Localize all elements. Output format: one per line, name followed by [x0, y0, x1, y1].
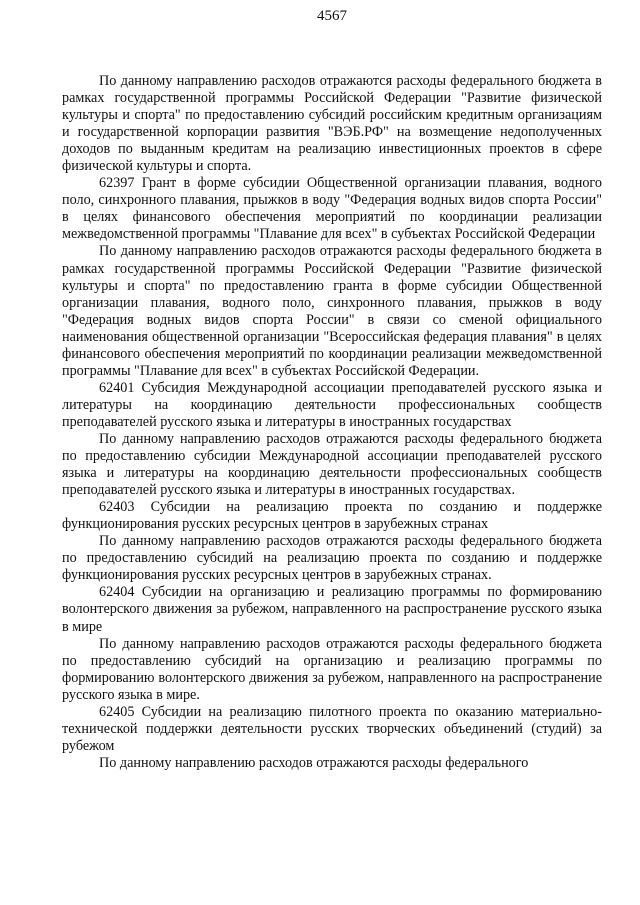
paragraph-code-62405-description: По данному направлению расходов отражаются расходы федерального: [99, 754, 529, 771]
paragraph-code-62405-heading: 62405 Субсидии на реализацию пилотного проекта по оказанию материально-технической поддержки деятельности русских творческих объединений (студий) за рубежом: [62, 703, 602, 754]
paragraph-code-62404-description: По данному направлению расходов отражаются расходы федерального бюджета по предоставлению субсидий на организацию и реализацию программы по формированию волонтерского движения за рубежом, направленного на распространение русского языка в мире.: [62, 635, 602, 703]
paragraph-expenses-sport-credits: По данному направлению расходов отражаются расходы федерального бюджета в рамках государственной программы Российской Федерации "Развитие физической культуры и спорта" по предоставлению субсидий российским кредитным организациям и государственной корпорации развития "ВЭБ.РФ" на возмещение недополученных доходов по выданным кредитам на реализацию инвестиционных проектов в сфере физической культуры и спорта.: [62, 73, 602, 175]
paragraph-code-62397-heading: 62397 Грант в форме субсидии Общественной организации плавания, водного поло, синхронного плавания, прыжков в воду "Федерация водных видов спорта России" в целях финансового обеспечения мероприятий по координации реализации межведомственной программы "Плавание для всех" в субъектах Российской Федерации: [62, 175, 602, 243]
page-number: 4567: [317, 8, 347, 24]
paragraph-code-62401-description: По данному направлению расходов отражаются расходы федерального бюджета по предоставлению субсидии Международной ассоциации преподавателей русского языка и литературы на координацию деятельности профессиональных сообществ преподавателей русского языка и литературы в иностранных государствах.: [62, 430, 602, 499]
paragraph-code-62397-description: По данному направлению расходов отражаются расходы федерального бюджета в рамках государственной программы Российской Федерации "Развитие физической культуры и спорта" по предоставлению гранта в форме субсидии Общественной организации плавания, водного поло, синхронного плавания, прыжков в воду "Федерация водных видов спорта России" в связи со сменой официального наименования общественной организации "Всероссийская федерация плавания" в целях финансового обеспечения мероприятий по координации реализации межведомственной программы "Плавание для всех" в субъектах Российской Федерации.: [62, 243, 602, 379]
paragraph-code-62403-description: По данному направлению расходов отражаются расходы федерального бюджета по предоставлению субсидий на реализацию проекта по созданию и поддержке функционирования русских ресурсных центров в зарубежных странах.: [62, 533, 602, 584]
paragraph-code-62403-heading: 62403 Субсидии на реализацию проекта по созданию и поддержке функционирования русских ресурсных центров в зарубежных странах: [62, 499, 602, 533]
document-body: [62, 73, 602, 772]
paragraph-code-62401-heading: 62401 Субсидия Международной ассоциации преподавателей русского языка и литературы на координацию деятельности профессиональных сообществ преподавателей русского языка и литературы в иностранных государствах: [62, 379, 602, 430]
document-page: [62, 0, 602, 905]
paragraph-code-62404-heading: 62404 Субсидии на организацию и реализацию программы по формированию волонтерского движения за рубежом, направленного на распространение русского языка в мире: [62, 584, 602, 635]
